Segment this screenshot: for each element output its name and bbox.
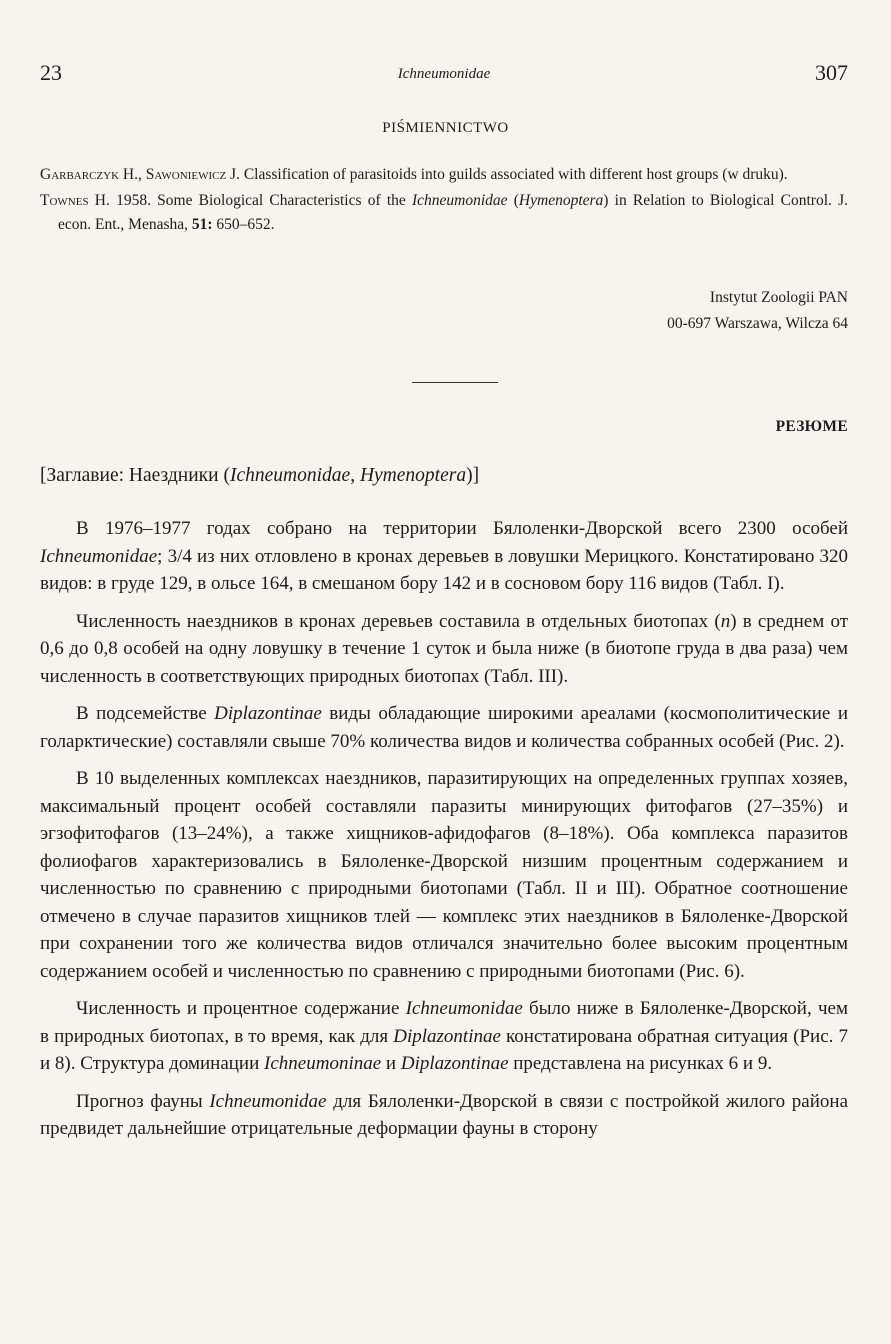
paragraph-text: Численность наездников в кронах деревьев составила в отдельных биотопах (: [76, 610, 721, 632]
paragraph: [40, 1088, 848, 1143]
reference-pages: 650–652.: [212, 216, 275, 233]
paragraph-text: ) в среднем от 0,6 до 0,8 особей на одну ловушку в течение 1 суток и была ниже (в биотопе груда в два раза) чем численность в соответствующих природных биотопах (Табл. III).: [40, 610, 849, 687]
variable-name: n: [720, 610, 731, 632]
taxon-name: Hymenoptera: [518, 192, 604, 209]
reference-authors: Garbarczyk H., Sawoniewicz J.: [40, 166, 240, 183]
taxon-name: Ichneumonidae: [405, 998, 523, 1019]
taxon-name: Diplazontinae: [400, 1053, 509, 1074]
subtitle-text: [Заглавие: Наездники (: [40, 465, 230, 486]
taxon-name: Ichneumonidae: [40, 545, 158, 567]
paragraph-text: представлена на рисунках 6 и 9.: [508, 1053, 773, 1074]
paragraph-text: Прогноз фауны: [76, 1090, 210, 1112]
paragraph: [40, 608, 848, 691]
paragraph: [40, 515, 848, 598]
reference-item: [40, 163, 848, 187]
paragraph-text: констатирована обратная ситуация (Рис. 7 и 8). Структура доминации: [40, 1025, 848, 1074]
resume-heading: РЕЗЮМЕ: [775, 418, 848, 435]
taxon-name: Ichneumonidae: [229, 465, 351, 486]
institution-name: Instytut Zoologii PAN: [709, 289, 848, 306]
paragraph: [40, 700, 848, 755]
reference-volume: 51:: [191, 216, 213, 233]
reference-authors: Townes H.: [40, 192, 110, 209]
reference-list: [40, 163, 848, 239]
resume-body: [40, 515, 848, 1153]
paragraph-text: В подсемействе: [76, 703, 215, 724]
paragraph-text: было ниже в Бялоленке-Дворской, чем в природных биотопах, в то время, как для: [40, 998, 848, 1047]
taxon-name: Diplazontinae: [393, 1025, 501, 1047]
subtitle-text: ,: [350, 465, 360, 486]
paragraph-text: для Бялоленки-Дворской в связи с постройкой жилого района предвидет дальнейшие отрицательные деформации фауны в сторону: [40, 1090, 849, 1139]
paragraph: [40, 995, 848, 1078]
paragraph-text: В 1976–1977 годах собрано на территории Бялоленки-Дворской всего 2300 особей: [76, 518, 848, 539]
subtitle-text: )]: [466, 465, 480, 486]
taxon-name: Ichneumoninae: [264, 1053, 382, 1074]
paragraph-text: виды обладающие широкими ареалами (космополитические и голарктические) составляли свыше 70% количества видов и количества собранных особей (Рис. 2).: [40, 703, 848, 752]
taxon-name: Ichneumonidae: [209, 1090, 327, 1112]
section-divider: [412, 382, 498, 383]
paragraph-text: и: [381, 1053, 401, 1074]
taxon-name: Diplazontinae: [214, 703, 322, 724]
institution-address: [667, 285, 848, 337]
running-header: [40, 60, 848, 90]
reference-text: 1958. Some Biological Characteristics of the: [116, 192, 412, 209]
reference-text: ) in Relation to Biological Control. J. econ. Ent., Menasha,: [58, 192, 849, 233]
institution-street: 00-697 Warszawa, Wilcza 64: [667, 315, 848, 332]
paragraph-text: ; 3/4 из них отловлено в кронах деревьев в ловушки Мерицкого. Констатировано 320 видов: в груде 129, в ольсе 164, в смешаном бору 142 и в сосновом бору 116 видов (Табл. I).: [40, 545, 848, 594]
chapter-number: 23: [40, 60, 62, 85]
paragraph-text: Численность и процентное содержание: [76, 998, 406, 1019]
reference-item: [40, 189, 848, 237]
bibliography-heading: PIŚMIENNICTWO: [382, 120, 509, 136]
paragraph: В 10 выделенных комплексах наездников, паразитирующих на определенных группах хозяев, максимальный процент особей составляли паразиты минирующих фитофагов (27–35%) и эгзофитофагов (13–24%), а также хищников-афидофагов (8–18%). Оба комплекса паразитов фолиофагов характеризовались в Бялоленке-Дворской низшим процентным содержанием и численностью по сравнению с природными биотопами (Табл. II и III). Обратное соотношение отмечено в случае паразитов хищников тлей — комплекс этих наездников в Бялоленке-Дворской при сохранении того же количества видов отличался значительно более высоким процентным содержанием особей и численностью по сравнению с природными биотопами (Рис. 6).: [40, 768, 848, 982]
taxon-name: Hymenoptera: [359, 465, 467, 486]
taxon-name: Ichneumonidae: [411, 192, 508, 209]
running-title: Ichneumonidae: [397, 66, 491, 82]
reference-text: Classification of parasitoids into guilds associated with different host groups (w druku).: [243, 166, 788, 183]
resume-subtitle: [40, 465, 479, 487]
reference-text: (: [507, 192, 519, 209]
page-number: 307: [815, 60, 848, 85]
